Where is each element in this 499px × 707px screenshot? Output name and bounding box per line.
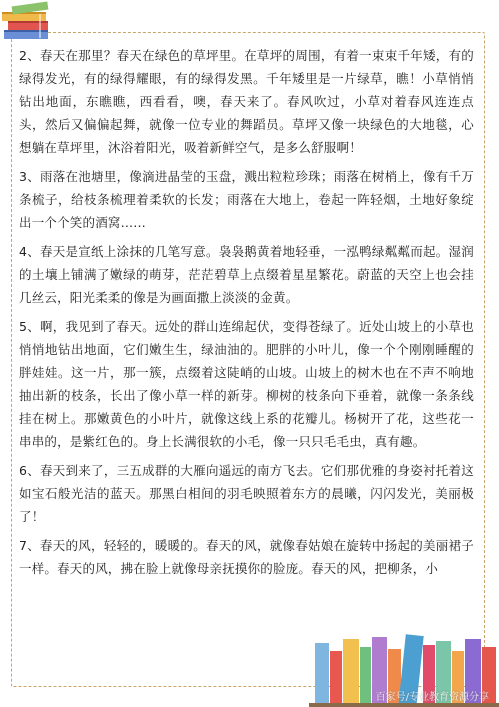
paragraph-5: 5、啊，我见到了春天。远处的群山连绵起伏，变得苍绿了。近处山坡上的小草也悄悄地钻出地面，它们嫩生生，绿油油的。肥胖的小叶儿，像一个个刚刚睡醒的胖娃娃。这一片，那一簇，点缀着这陡峭的山坡。山坡上的树木也在不声不响地抽出新的枝条，长出了像小草一样的新芽。柳树的枝条向下垂着，就像一条条线挂在树上。那嫩黄色的小叶片，就像这线上系的花瓣儿。杨树开了花，这些花一串串的，是紫红色的。身上长满很软的小毛，像一只只毛毛虫，真有趣。 xyxy=(19,319,474,449)
watermark-text: 百家号/专业教育资源分享 xyxy=(375,692,489,703)
article-body xyxy=(19,44,474,586)
paragraph-7: 7、春天的风，轻轻的，暖暖的。春天的风，就像春姑娘在旋转中扬起的美丽裙子一样。春天的风，拂在脸上就像母亲抚摸你的脸庞。春天的风，把柳条，小 xyxy=(19,538,474,576)
paragraph-6: 6、春天到来了，三五成群的大雁向遥远的南方飞去。它们那优雅的身姿衬托着这如宝石般光洁的蓝天。那黑白相间的羽毛映照着东方的晨曦，闪闪发光，美丽极了！ xyxy=(19,463,474,524)
paragraph-4: 4、春天是宣纸上涂抹的几笔写意。袅袅鹅黄着地轻垂，一泓鸭绿粼粼而起。湿润的土壤上铺满了嫩绿的萌芽，茫茫碧草上点缀着星星繁花。蔚蓝的天空上也会挂几丝云，阳光柔柔的像是为画面撒上淡淡的金黄。 xyxy=(19,244,474,305)
paragraph-2: 2、春天在那里？春天在绿色的草坪里。在草坪的周围，有着一束束千年矮，有的绿得发光，有的绿得耀眼，有的绿得发黑。千年矮里是一片绿草，瞧！小草悄悄钻出地面，东瞧瞧，西看看，噢，春天来了。春风吹过，小草对着春风连连点头，然后又偏偏起舞，就像一位专业的舞蹈员。草坪又像一块绿色的大地毯，心想躺在草坪里，沐浴着阳光，吸着新鲜空气，是多么舒服啊！ xyxy=(19,48,474,155)
books-stack-icon xyxy=(0,0,58,44)
paragraph-3: 3、雨落在池塘里，像滴进晶莹的玉盘，溅出粒粒珍珠；雨落在树梢上，像有千万条梳子，给枝条梳理着柔软的长发；雨落在大地上，卷起一阵轻烟，土地好象绽出一个个笑的酒窝…… xyxy=(19,169,474,230)
